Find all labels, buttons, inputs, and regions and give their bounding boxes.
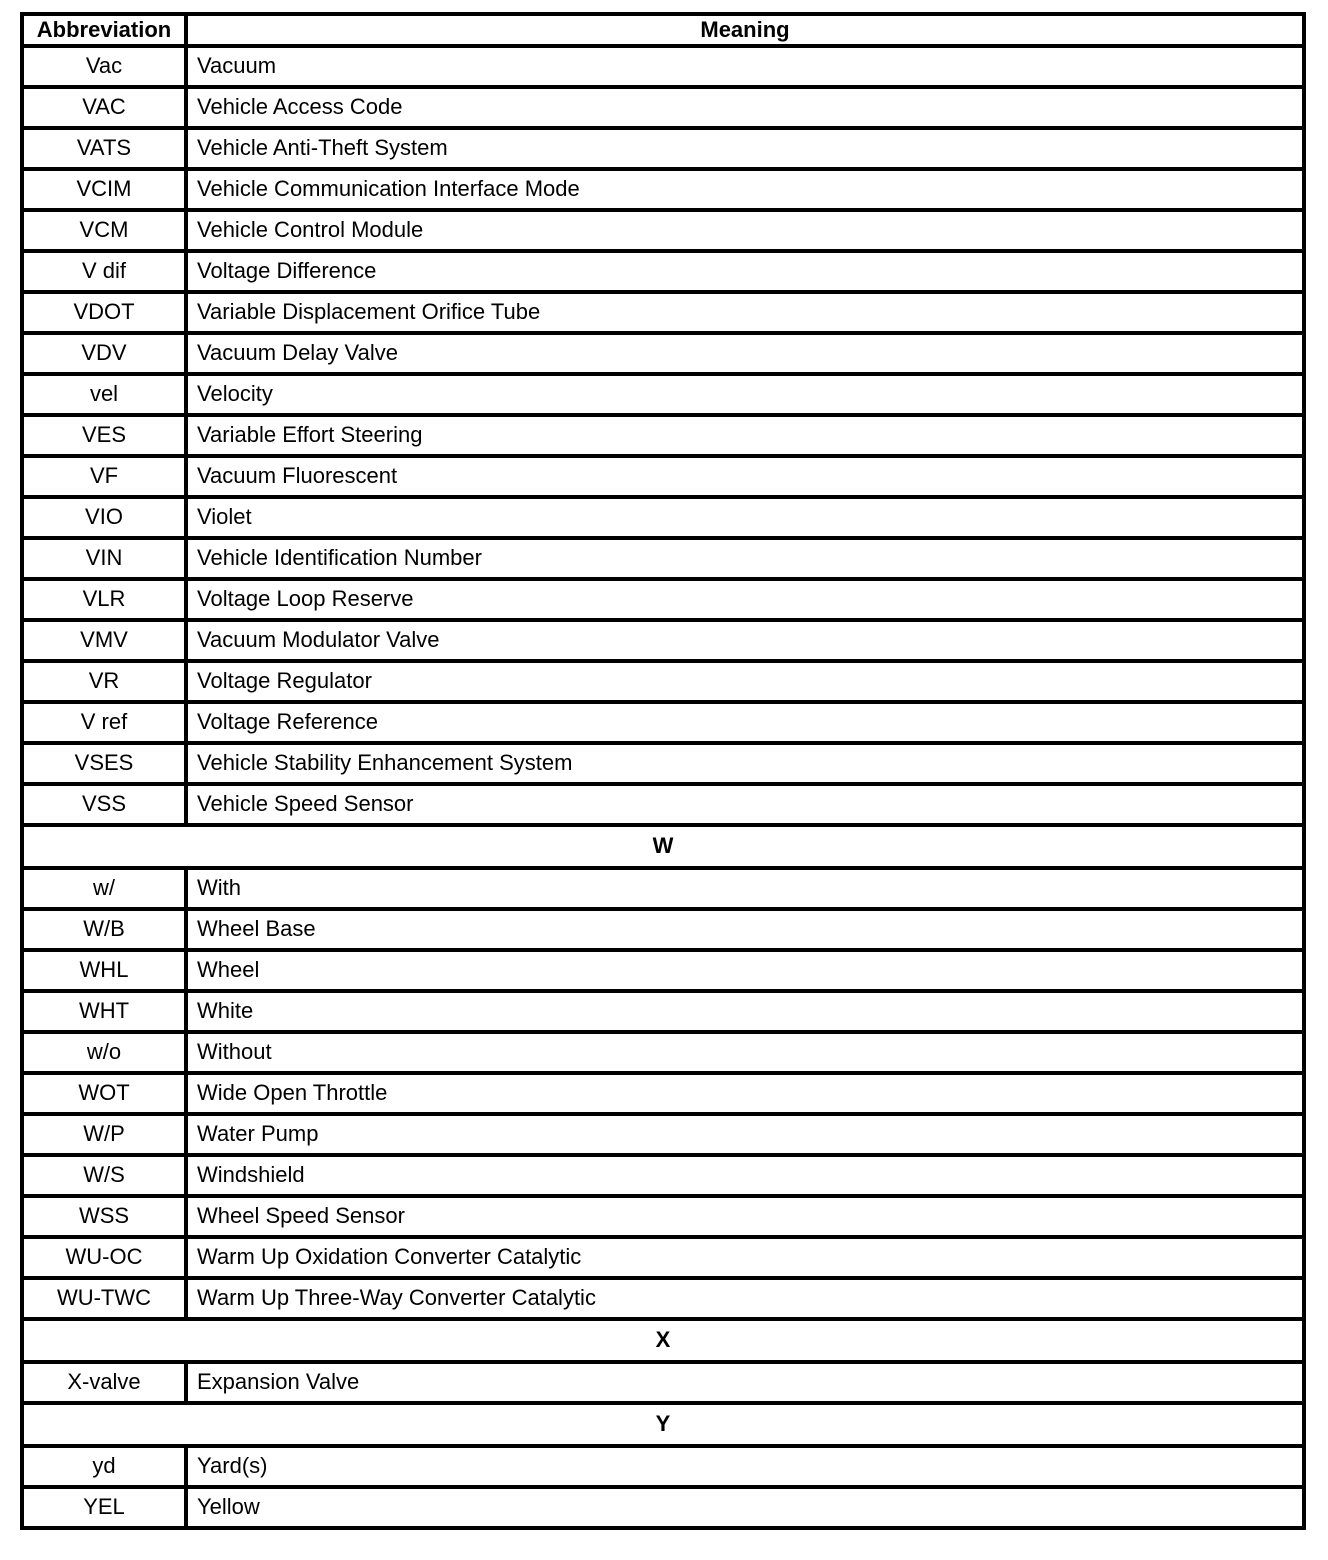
abbreviation-cell: VATS — [22, 128, 186, 169]
meaning-cell: Windshield — [186, 1155, 1304, 1196]
meaning-cell: Warm Up Three-Way Converter Catalytic — [186, 1278, 1304, 1319]
table-row — [22, 909, 1304, 950]
abbreviation-cell: WHL — [22, 950, 186, 991]
table-row — [22, 784, 1304, 825]
meaning-cell: Yard(s) — [186, 1446, 1304, 1487]
abbreviation-cell: VAC — [22, 87, 186, 128]
table-row — [22, 1446, 1304, 1487]
table-row — [22, 333, 1304, 374]
abbreviation-cell: VR — [22, 661, 186, 702]
meaning-cell: Voltage Regulator — [186, 661, 1304, 702]
abbreviation-table — [20, 12, 1306, 1530]
abbreviation-cell: VCIM — [22, 169, 186, 210]
table-row — [22, 1278, 1304, 1319]
table-row — [22, 87, 1304, 128]
abbreviation-cell: VDOT — [22, 292, 186, 333]
section-header-row — [22, 825, 1304, 868]
meaning-cell: Velocity — [186, 374, 1304, 415]
meaning-cell: Vehicle Control Module — [186, 210, 1304, 251]
abbreviation-cell: VES — [22, 415, 186, 456]
abbreviation-cell: VDV — [22, 333, 186, 374]
abbreviation-cell: VSS — [22, 784, 186, 825]
table-row — [22, 1032, 1304, 1073]
meaning-cell: Yellow — [186, 1487, 1304, 1528]
table-row — [22, 169, 1304, 210]
abbreviation-cell: VIO — [22, 497, 186, 538]
abbreviation-cell: WOT — [22, 1073, 186, 1114]
meaning-cell: Vehicle Speed Sensor — [186, 784, 1304, 825]
abbreviation-cell: VIN — [22, 538, 186, 579]
table-row — [22, 661, 1304, 702]
meaning-cell: Without — [186, 1032, 1304, 1073]
meaning-cell: Vehicle Identification Number — [186, 538, 1304, 579]
meaning-column-header: Meaning — [186, 14, 1304, 46]
table-row — [22, 1155, 1304, 1196]
meaning-cell: Vehicle Communication Interface Mode — [186, 169, 1304, 210]
abbreviation-column-header: Abbreviation — [22, 14, 186, 46]
meaning-cell: Voltage Difference — [186, 251, 1304, 292]
abbreviation-cell: V ref — [22, 702, 186, 743]
section-letter: Y — [22, 1403, 1304, 1446]
meaning-cell: Water Pump — [186, 1114, 1304, 1155]
meaning-cell: Vehicle Anti-Theft System — [186, 128, 1304, 169]
table-row — [22, 1073, 1304, 1114]
table-row — [22, 991, 1304, 1032]
table-row — [22, 128, 1304, 169]
abbreviation-cell: Vac — [22, 46, 186, 87]
table-body — [22, 46, 1304, 1528]
abbreviation-cell: w/ — [22, 868, 186, 909]
table-row — [22, 579, 1304, 620]
abbreviation-cell: W/S — [22, 1155, 186, 1196]
section-header-row — [22, 1319, 1304, 1362]
table-row — [22, 210, 1304, 251]
section-letter: X — [22, 1319, 1304, 1362]
abbreviation-cell: VMV — [22, 620, 186, 661]
abbreviation-cell: VSES — [22, 743, 186, 784]
meaning-cell: Wheel Speed Sensor — [186, 1196, 1304, 1237]
meaning-cell: Variable Effort Steering — [186, 415, 1304, 456]
meaning-cell: Vacuum Delay Valve — [186, 333, 1304, 374]
meaning-cell: With — [186, 868, 1304, 909]
abbreviation-cell: yd — [22, 1446, 186, 1487]
section-letter: W — [22, 825, 1304, 868]
table-row — [22, 374, 1304, 415]
table-row — [22, 1114, 1304, 1155]
table-row — [22, 538, 1304, 579]
table-row — [22, 620, 1304, 661]
abbreviation-cell: V dif — [22, 251, 186, 292]
table-row — [22, 1237, 1304, 1278]
meaning-cell: Voltage Loop Reserve — [186, 579, 1304, 620]
table-row — [22, 868, 1304, 909]
table-row — [22, 1196, 1304, 1237]
table-row — [22, 702, 1304, 743]
abbreviation-cell: WU-TWC — [22, 1278, 186, 1319]
table-row — [22, 292, 1304, 333]
meaning-cell: Vehicle Access Code — [186, 87, 1304, 128]
abbreviation-cell: VF — [22, 456, 186, 497]
meaning-cell: White — [186, 991, 1304, 1032]
abbreviation-cell: VCM — [22, 210, 186, 251]
table-row — [22, 46, 1304, 87]
meaning-cell: Wheel Base — [186, 909, 1304, 950]
table-header-row — [22, 14, 1304, 46]
table-row — [22, 1362, 1304, 1403]
table-row — [22, 743, 1304, 784]
abbreviation-cell: WU-OC — [22, 1237, 186, 1278]
abbreviation-cell: YEL — [22, 1487, 186, 1528]
abbreviation-cell: w/o — [22, 1032, 186, 1073]
meaning-cell: Vacuum — [186, 46, 1304, 87]
meaning-cell: Vacuum Modulator Valve — [186, 620, 1304, 661]
section-header-row — [22, 1403, 1304, 1446]
table-row — [22, 950, 1304, 991]
meaning-cell: Variable Displacement Orifice Tube — [186, 292, 1304, 333]
abbreviation-cell: WSS — [22, 1196, 186, 1237]
abbreviation-cell: W/B — [22, 909, 186, 950]
table-row — [22, 1487, 1304, 1528]
meaning-cell: Vacuum Fluorescent — [186, 456, 1304, 497]
meaning-cell: Warm Up Oxidation Converter Catalytic — [186, 1237, 1304, 1278]
meaning-cell: Wheel — [186, 950, 1304, 991]
table-row — [22, 456, 1304, 497]
abbreviation-cell: X-valve — [22, 1362, 186, 1403]
meaning-cell: Wide Open Throttle — [186, 1073, 1304, 1114]
meaning-cell: Expansion Valve — [186, 1362, 1304, 1403]
meaning-cell: Vehicle Stability Enhancement System — [186, 743, 1304, 784]
meaning-cell: Violet — [186, 497, 1304, 538]
abbreviation-cell: VLR — [22, 579, 186, 620]
table-row — [22, 497, 1304, 538]
abbreviation-cell: vel — [22, 374, 186, 415]
table-row — [22, 251, 1304, 292]
abbreviation-cell: W/P — [22, 1114, 186, 1155]
abbreviation-cell: WHT — [22, 991, 186, 1032]
meaning-cell: Voltage Reference — [186, 702, 1304, 743]
table-row — [22, 415, 1304, 456]
